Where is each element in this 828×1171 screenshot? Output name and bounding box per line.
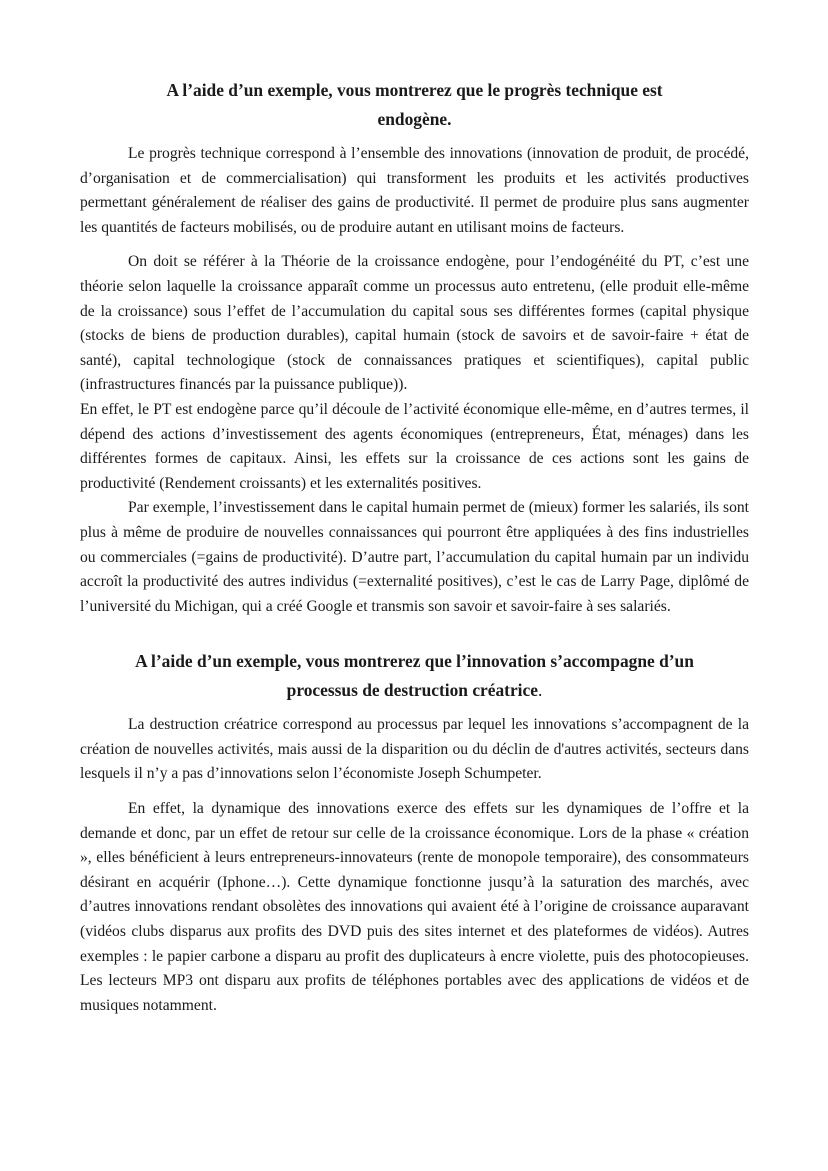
section-2-paragraph-2: En effet, la dynamique des innovations exerce des effets sur les dynamiques de l’offre et la demande et donc, par un effet de retour sur celle de la croissance économique. Lors de la phase « création », elles bénéficient à leurs entrepreneurs-innovateurs (rente de monopole temporaire), des consommateurs désirant en acquérir (Iphone…). Cette dynamique fonctionne jusqu’à la saturation des marchés, avec d’autres innovations rendant obsolètes des innovations qui avaient été à l’origine de croissance auparavant (vidéos clubs disparus aux profits des DVD puis des sites internet et des plateformes de vidéos). Autres exemples : le papier carbone a disparu au profit des duplicateurs à encre violette, puis des photocopieuses. Les lecteurs MP3 ont disparu aux profits de téléphones portables avec des applications de vidéos et de musiques notamment. bbox=[80, 800, 749, 1014]
section-1-paragraph-1: Le progrès technique correspond à l’ensemble des innovations (innovation de produit, de procédé, d’organisation et de commercialisation) qui transforment les produits et les activités productives permettant généralement de réaliser des gains de productivité. Il permet de produire plus sans augmenter les quantités de facteurs mobilisés, ou de produire autant en utilisant moins de facteurs. bbox=[80, 145, 749, 236]
section-1-paragraph-2: On doit se référer à la Théorie de la croissance endogène, pour l’endogénéité du PT, c’est une théorie selon laquelle la croissance apparaît comme un processus auto entretenu, (elle produit elle-même de la croissance) sous l’effet de l’accumulation du capital sous ses différentes formes (capital physique (stocks de biens de production durables), capital humain (stock de savoirs et de savoir-faire + état de santé), capital technologique (stock de connaissances pratiques et scientifiques), capital public (infrastructures financés par la puissance publique)). bbox=[80, 253, 749, 394]
section-1-paragraph-4: Par exemple, l’investissement dans le capital humain permet de (mieux) former les salariés, ils sont plus à même de produire de nouvelles connaissances qui pourront être appliquées à des fins industrielles ou commerciales (=gains de productivité). D’autre part, l’accumulation du capital humain par un individu accroît la productivité des autres individus (=externalité positives), c’est le cas de Larry Page, diplômé de l’université du Michigan, qui a créé Google et transmis son savoir et savoir-faire à ses salariés. bbox=[80, 499, 749, 615]
section-1-paragraph-3: En effet, le PT est endogène parce qu’il découle de l’activité économique elle-même, en d’autres termes, il dépend des actions d’investissement des agents économiques (entrepreneurs, État, ménages) dans les différentes formes de capitaux. Ainsi, les effets sur la croissance de ces actions sont les gains de productivité (Rendement croissants) et les externalités positives. bbox=[80, 400, 749, 492]
section-2-paragraph-1: La destruction créatrice correspond au processus par lequel les innovations s’accompagnent de la création de nouvelles activités, mais aussi de la disparition ou du déclin de d'autres activités, secteurs dans lesquels il n’y a pas d’innovations selon l’économiste Joseph Schumpeter. bbox=[80, 716, 749, 783]
section-2-heading-tail: . bbox=[537, 680, 543, 701]
section-2-heading-text: A l’aide d’un exemple, vous montrerez que l’innovation s’accompagne d’un processus de destruction créatrice bbox=[135, 651, 694, 701]
section-2-heading bbox=[80, 647, 749, 705]
section-1-heading: A l’aide d’un exemple, vous montrerez que le progrès technique est endogène. bbox=[166, 80, 663, 129]
document-page bbox=[80, 76, 749, 1018]
